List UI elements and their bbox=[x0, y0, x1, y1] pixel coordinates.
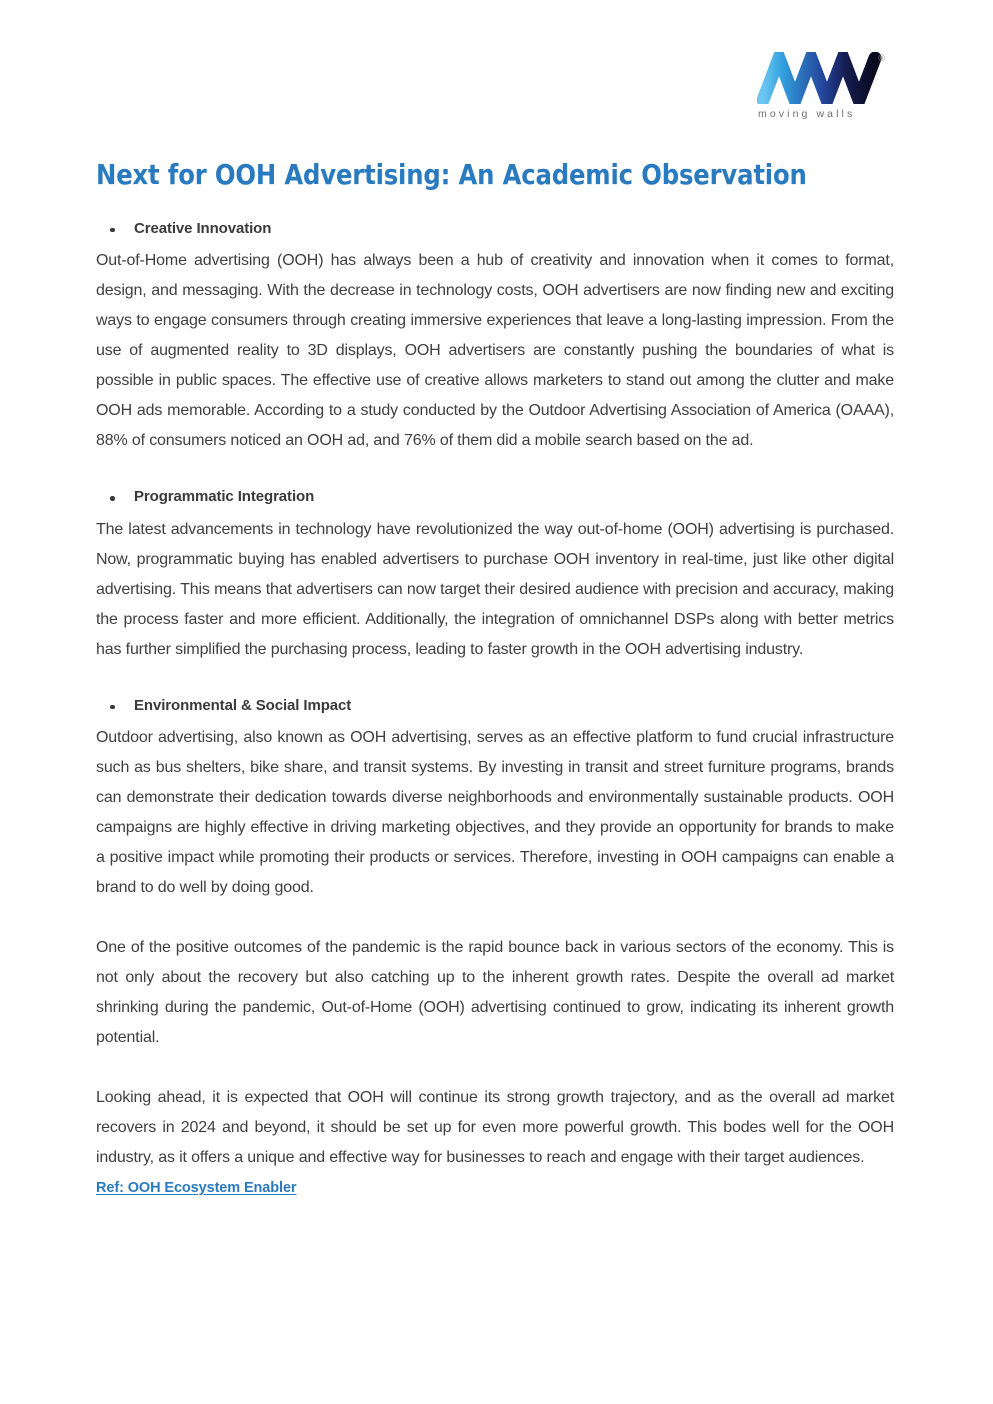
section-spacer bbox=[96, 456, 894, 486]
bullet-list bbox=[96, 218, 894, 241]
section-creative-innovation bbox=[96, 218, 894, 457]
paragraph-environmental-social-impact: Outdoor advertising, also known as OOH advertising, serves as an effective platform to fund crucial infrastructure such as bus shelters, bike share, and transit systems. By investing in transit and street furniture programs, brands can demonstrate their dedication towards diverse neighborhoods and environmentally sustainable products. OOH campaigns are highly effective in driving marketing objectives, and they provide an opportunity for brands to make a positive impact while promoting their products or services. Therefore, investing in OOH campaigns can enable a brand to do well by doing good. bbox=[96, 729, 894, 897]
registered-trademark-icon: ® bbox=[878, 53, 885, 63]
paragraph-outlook: Looking ahead, it is expected that OOH will continue its strong growth trajectory, and as the overall ad market recovers in 2024 and beyond, it should be set up for even more powerful growth. This bodes well for the OOH industry, as it offers a unique and effective way for businesses to reach and engage with their target audiences. bbox=[96, 1089, 894, 1167]
page-header bbox=[753, 52, 893, 130]
moving-walls-logo bbox=[753, 52, 893, 130]
section-heading-creative-innovation: Creative Innovation bbox=[96, 218, 894, 241]
reference-link[interactable]: Ref: OOH Ecosystem Enabler bbox=[96, 1180, 297, 1197]
paragraph-programmatic-integration: The latest advancements in technology have revolutionized the way out-of-home (OOH) advertising is purchased. Now, programmatic buying has enabled advertisers to purchase OOH inventory in real-time, just like other digital advertising. This means that advertisers can now target their desired audience with precision and accuracy, making the process faster and more efficient. Additionally, the integration of omnichannel DSPs along with better metrics has further simplified the purchasing process, leading to faster growth in the OOH advertising industry. bbox=[96, 520, 894, 658]
bullet-list bbox=[96, 695, 894, 718]
paragraph-creative-innovation: Out-of-Home advertising (OOH) has always been a hub of creativity and innovation when it comes to format, design, and messaging. With the decrease in technology costs, OOH advertisers are now finding new and exciting ways to engage consumers through creating immersive experiences that leave a long-lasting impression. From the use of augmented reality to 3D displays, OOH advertisers are constantly pushing the boundaries of what is possible in public spaces. The effective use of creative allows marketers to stand out among the clutter and make OOH ads memorable. According to a study conducted by the Outdoor Advertising Association of America (OAAA), 88% of consumers noticed an OOH ad, and 76% of them did a mobile search based on the ad. bbox=[96, 252, 894, 450]
section-spacer bbox=[96, 665, 894, 695]
section-environmental-social-impact bbox=[96, 695, 894, 1174]
page-title: Next for OOH Advertising: An Academic Observation bbox=[96, 159, 807, 191]
bullet-list bbox=[96, 486, 894, 509]
logo-wordmark: moving walls bbox=[758, 108, 856, 120]
section-heading-environmental-social-impact: Environmental & Social Impact bbox=[96, 695, 894, 718]
section-programmatic-integration bbox=[96, 486, 894, 665]
section-heading-programmatic-integration: Programmatic Integration bbox=[96, 486, 894, 509]
document-body bbox=[96, 160, 894, 1201]
moving-walls-mark-icon bbox=[757, 52, 885, 104]
paragraph-pandemic-recovery: One of the positive outcomes of the pandemic is the rapid bounce back in various sectors of the economy. This is not only about the recovery but also catching up to the inherent growth rates. Despite the overall ad market shrinking during the pandemic, Out-of-Home (OOH) advertising continued to grow, indicating its inherent growth potential. bbox=[96, 939, 894, 1047]
